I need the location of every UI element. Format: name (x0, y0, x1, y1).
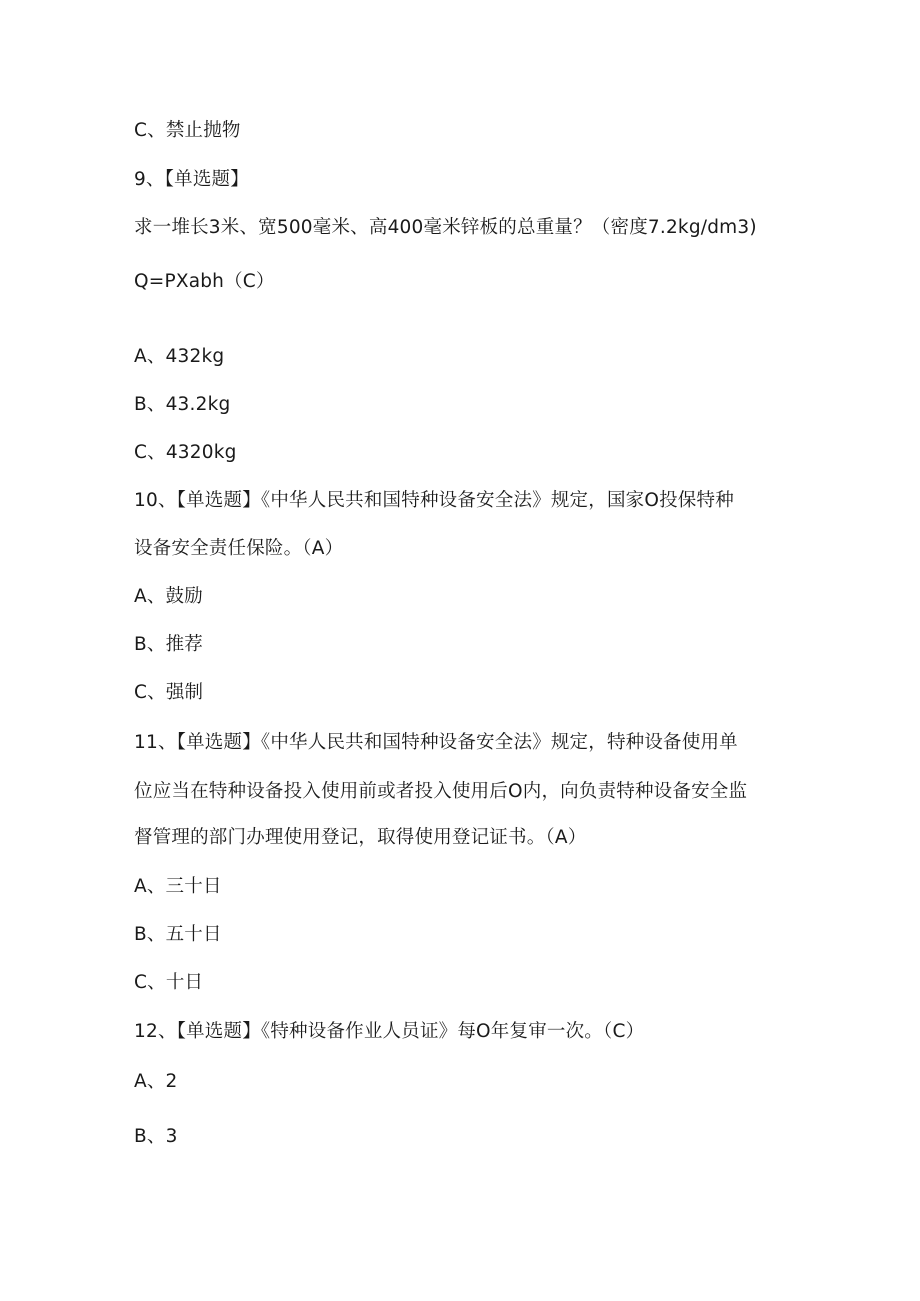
q10-option-a: A、鼓励 (134, 586, 203, 607)
q8-option-c: C、禁止抛物 (134, 120, 241, 141)
q12-option-a: A、2 (134, 1071, 178, 1092)
q11-question-line2: 位应当在特种设备投入使用前或者投入使用后O内，向负责特种设备安全监 (134, 781, 748, 802)
q11-question-line3: 督管理的部门办理使用登记，取得使用登记证书。（A） (134, 827, 587, 848)
q10-option-c: C、强制 (134, 682, 204, 703)
q10-question-line1: 10、【单选题】《中华人民共和国特种设备安全法》规定，国家O投保特种 (134, 490, 734, 511)
q10-option-b: B、推荐 (134, 634, 203, 655)
q9-question: 求一堆长3米、宽500毫米、高400毫米锌板的总重量？（密度7.2kg∕dm3) (134, 217, 757, 238)
q11-option-b: B、五十日 (134, 924, 222, 945)
q11-option-a: A、三十日 (134, 876, 222, 897)
q9-option-a: A、432kg (134, 346, 225, 367)
q10-question-line2: 设备安全责任保险。（A） (134, 538, 344, 559)
q9-header: 9、【单选题】 (134, 169, 249, 190)
q12-question: 12、【单选题】《特种设备作业人员证》每O年复审一次。（C） (134, 1021, 645, 1042)
q9-formula-answer: Q=PXabh（C） (134, 271, 275, 292)
q11-question-line1: 11、【单选题】《中华人民共和国特种设备安全法》规定，特种设备使用单 (134, 732, 738, 753)
q11-option-c: C、十日 (134, 972, 204, 993)
q9-option-b: B、43.2kg (134, 394, 231, 415)
q9-option-c: C、4320kg (134, 442, 237, 463)
q12-option-b: B、3 (134, 1126, 178, 1147)
